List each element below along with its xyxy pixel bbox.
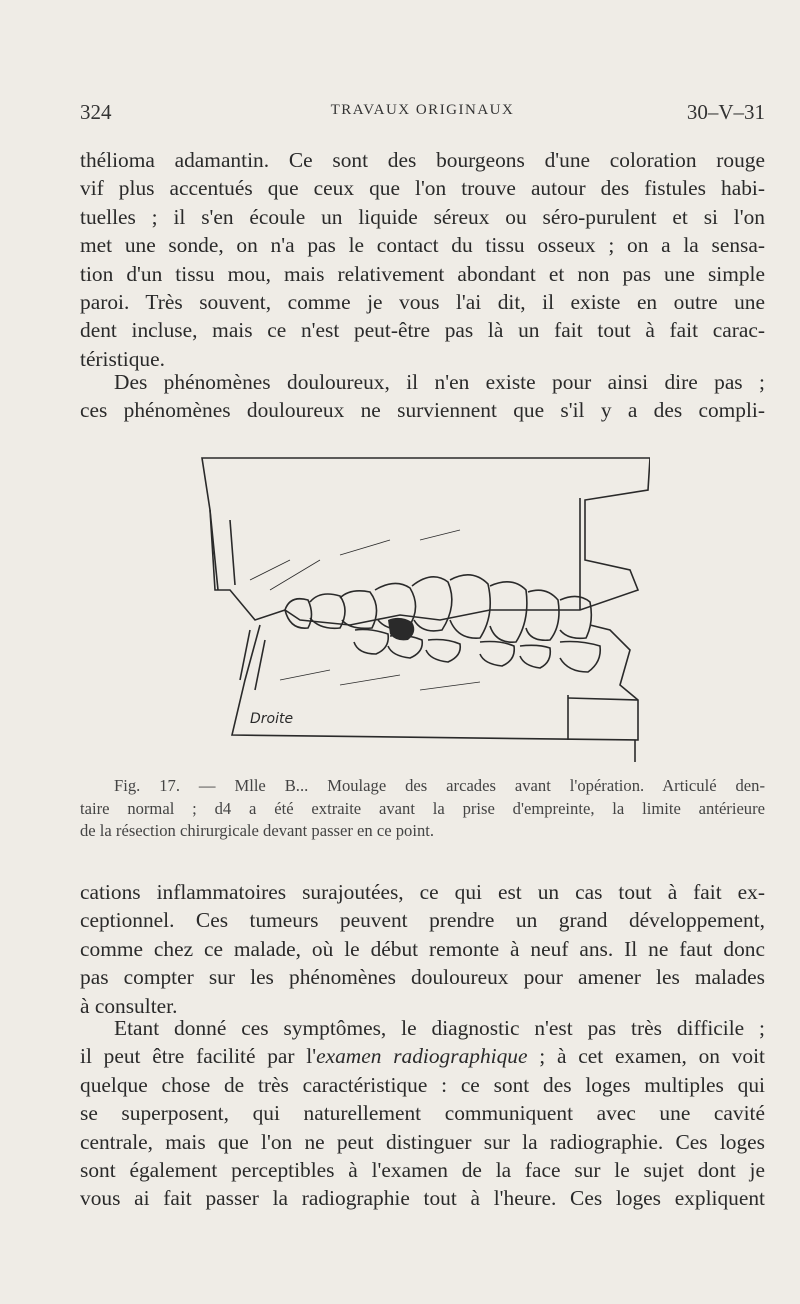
paragraph-3: [80, 878, 765, 1020]
text-line: se superposent, qui naturellement communiquent avec une cavité: [80, 1101, 765, 1126]
caption-line: taire normal ; d4 a été extraite avant la prise d'empreinte, la limite antérieure: [80, 798, 765, 818]
caption-line: Fig. 17. — Mlle B... Moulage des arcades avant l'opération. Articulé den-: [114, 776, 765, 795]
text-line: pas compter sur les phénomènes douloureux pour amener les malades: [80, 965, 765, 990]
text-line: dent incluse, mais ce n'est peut-être pas là un fait tout à fait carac-: [80, 318, 765, 343]
text-line: téristique.: [80, 346, 165, 371]
text-line: tion d'un tissu mou, mais relativement abondant et non pas une simple: [80, 261, 765, 286]
text-line: sont également perceptibles à l'examen de la face sur le sujet dont je: [80, 1157, 765, 1182]
text-line: ceptionnel. Ces tumeurs peuvent prendre un grand développement,: [80, 908, 765, 933]
text-span: il peut être facilité par l': [80, 1044, 317, 1069]
text-line: centrale, mais que l'on ne peut distinguer sur la radiographie. Ces loges: [80, 1129, 765, 1154]
figure-caption: [80, 775, 765, 843]
text-line: thélioma adamantin. Ce sont des bourgeons d'une coloration rouge: [80, 148, 765, 172]
paragraph-2: [80, 368, 765, 425]
text-line: cations inflammatoires surajoutées, ce qui est un cas tout à fait ex-: [80, 880, 765, 904]
page-number: 324: [80, 100, 112, 124]
italic-term: examen radiographique: [316, 1044, 528, 1069]
running-head: [80, 100, 765, 130]
figure-dental-cast: [190, 450, 650, 765]
paragraph-1: [80, 146, 765, 373]
figure-label: Droite: [250, 711, 294, 727]
caption-line: de la résection chirurgicale devant passer en ce point.: [80, 821, 435, 840]
text-line: [80, 1042, 765, 1070]
text-line: comme chez ce malade, où le début remonte à neuf ans. Il ne faut donc: [80, 936, 765, 961]
issue-date: 30–V–31: [686, 100, 765, 124]
text-line: met une sonde, on n'a pas le contact du tissu osseux ; on a la sensa-: [80, 233, 765, 258]
paragraph-4: [80, 1014, 765, 1213]
text-line: tuelles ; il s'en écoule un liquide séreux ou séro-purulent et si l'on: [80, 204, 765, 229]
running-title: TRAVAUX ORIGINAUX: [330, 102, 515, 118]
text-line: quelque chose de très caractéristique : ce sont des loges multiples qui: [80, 1072, 765, 1097]
text-line: vous ai fait passer la radiographie tout à l'heure. Ces loges expliquent: [80, 1186, 765, 1211]
text-line: Etant donné ces symptômes, le diagnostic n'est pas très difficile ;: [114, 1016, 765, 1040]
text-span: ; à cet examen, on voit: [527, 1044, 766, 1069]
text-line: Des phénomènes douloureux, il n'en existe pour ainsi dire pas ;: [114, 370, 765, 394]
text-line: vif plus accentués que ceux que l'on trouve autour des fistules habi-: [80, 176, 765, 201]
text-line: paroi. Très souvent, comme je vous l'ai dit, il existe en outre une: [80, 289, 765, 314]
text-line: à consulter.: [80, 993, 178, 1018]
dental-cast-illustration: [190, 450, 650, 765]
text-line: ces phénomènes douloureux ne surviennent que s'il y a des compli-: [80, 398, 765, 423]
